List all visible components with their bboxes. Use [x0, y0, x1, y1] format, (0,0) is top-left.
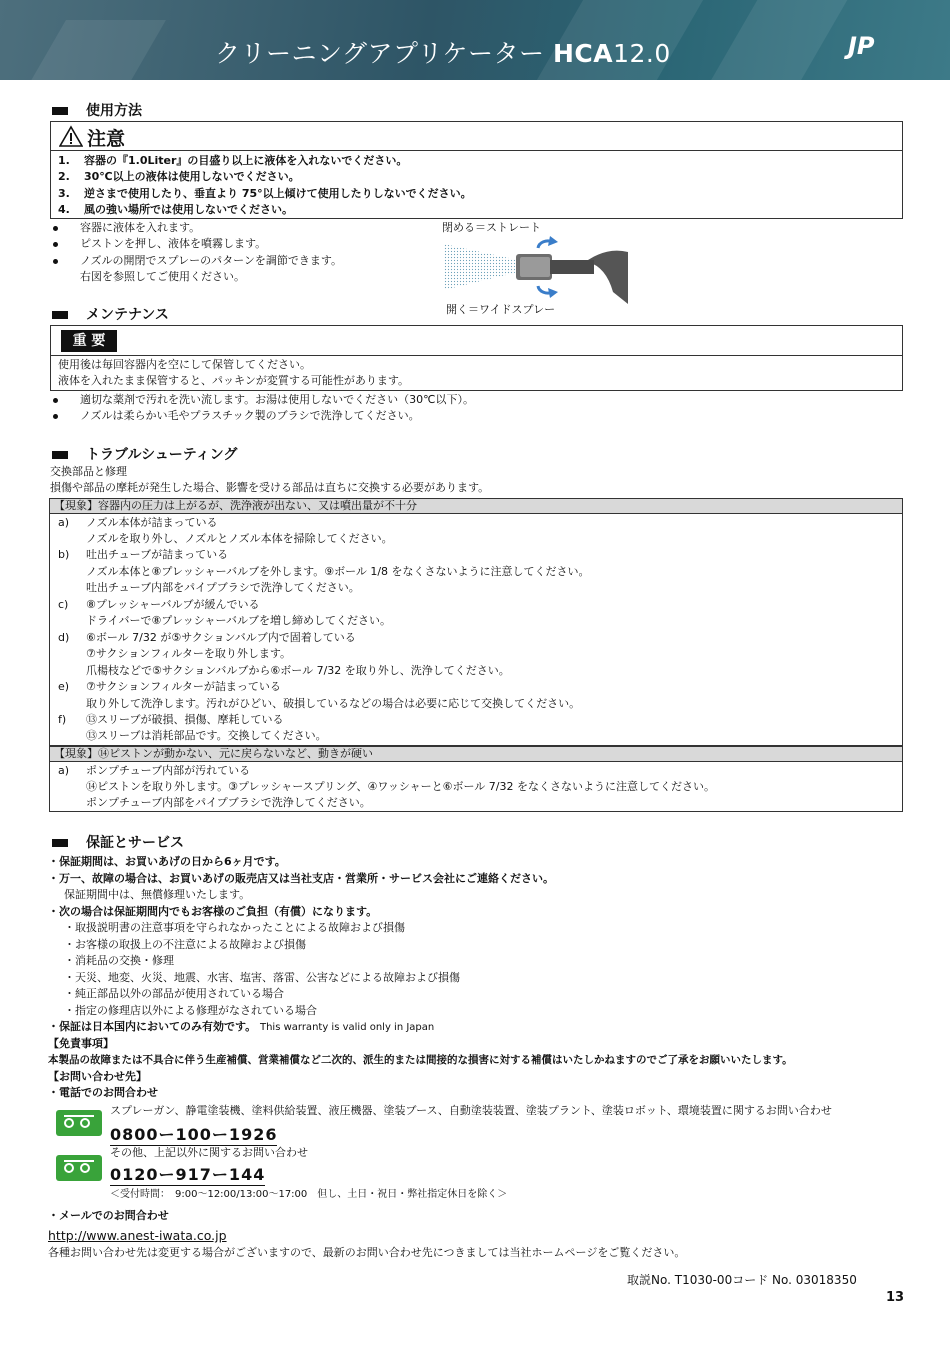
warranty-line: ・万一、故障の場合は、お買いあげの販売店又は当社支店・営業所・サービス会社にご連絡ください。 [48, 872, 554, 885]
trouble-intro: 交換部品と修理 [50, 465, 127, 478]
banner-facet [14, 20, 166, 80]
usage-step: ピストンを押し、液体を噴霧します。 [80, 237, 267, 250]
exclusion-item: ・天災、地変、火災、地震、水害、塩害、落雷、公害などによる故障および損傷 [64, 971, 460, 984]
maintenance-bullet: 適切な薬剤で汚れを洗い流します。お湯は使用しないでください（30℃以下）。 [80, 393, 474, 406]
exclusion-item: ・純正部品以外の部品が使用されている場合 [64, 987, 284, 1000]
item-remedy: ポンプチューブ内部をパイプブラシで洗浄してください。 [86, 796, 371, 809]
warranty-line: ・保証期間は、お買いあげの日から6ヶ月です。 [48, 855, 286, 868]
item-remedy: 爪楊枝などで⑤サクションバルブから⑥ボール 7/32 を取り外し、洗浄してください。 [86, 664, 510, 677]
title-jp: クリーニングアプリケーター [215, 39, 545, 68]
item-cause: ノズル本体が詰まっている [86, 516, 218, 529]
trouble-heading: トラブルシューティング [52, 444, 237, 464]
header-banner [0, 0, 950, 80]
usage-step: 容器に液体を入れます。 [80, 221, 201, 234]
domestic-line: ・保証は日本国内においてのみ有効です。 This warranty is valid only in Japan [48, 1020, 435, 1033]
important-line: 液体を入れたまま保管すると、パッキンが変質する可能性があります。 [58, 374, 410, 387]
exclusion-item: ・指定の修理店以外による修理がなされている場合 [64, 1004, 317, 1017]
item-label: e) [58, 680, 70, 693]
phenomenon-header: 【現象】⑭ピストンが動かない、元に戻らないなど、動きが硬い [49, 746, 903, 762]
page-number: 13 [886, 1290, 905, 1305]
item-label: c) [58, 598, 69, 611]
item-remedy: ⑭ピストンを取り外します。③プレッシャースプリング、④ワッシャーと⑥ボール 7/32 をなくさないように注意してください。 [86, 780, 715, 793]
bullet-icon [53, 242, 58, 247]
mail-head: ・メールでのお問合わせ [48, 1209, 169, 1222]
exclusion-item: ・お客様の取扱上の不注意による故障および損傷 [64, 938, 306, 951]
exclusion-item: ・消耗品の交換・修理 [64, 954, 174, 967]
phone2-number[interactable]: 0120ー917ー144 [110, 1162, 265, 1186]
item-remedy: ノズルを取り外し、ノズルとノズル本体を掃除してください。 [86, 532, 393, 545]
important-line: 使用後は毎回容器内を空にして保管してください。 [58, 358, 311, 371]
item-cause: 吐出チューブが詰まっている [86, 548, 229, 561]
item-cause: ⑦サクションフィルターが詰まっている [86, 680, 281, 693]
caution-item: 容器の『1.0Liter』の目盛り以上に液体を入れないでください。 [84, 154, 408, 167]
office-hours: ＜受付時間： 9:00〜12:00/13:00〜17:00 但し、土日・祝日・弊社指定休日を除く＞ [110, 1189, 508, 1200]
item-label: a) [58, 516, 70, 529]
freedial-icon [56, 1155, 102, 1181]
important-title-box [50, 325, 903, 356]
bullet-icon [53, 398, 58, 403]
caution-title: 注意 [87, 128, 126, 150]
maintenance-bullet: ノズルは柔らかい毛やプラスチック製のブラシで洗浄してください。 [80, 409, 420, 422]
title-version: 12.0 [613, 39, 671, 68]
nozzle-illustration [438, 232, 628, 304]
nozzle-close-label: 閉める＝ストレート [442, 221, 541, 234]
bullet-icon [53, 226, 58, 231]
item-label: d) [58, 631, 70, 644]
caution-num: 2. [58, 170, 70, 183]
contact-head: 【お問い合わせ先】 [48, 1070, 147, 1083]
warning-icon [59, 125, 83, 147]
page-title [215, 34, 671, 70]
freedial-icon [56, 1110, 102, 1136]
phone1-desc: スプレーガン、静電塗装機、塗料供給装置、液圧機器、塗装ブース、自動塗装装置、塗装プラント、塗装ロボット、環境装置に関するお問い合わせ [110, 1104, 832, 1117]
item-cause: ポンプチューブ内部が汚れている [86, 764, 251, 777]
item-label: f) [58, 713, 67, 726]
disclaimer-text: 本製品の故障または不具合に伴う生産補償、営業補償など二次的、派生的または間接的な損害に対する補償はいたしかねますのでご了承をお願いいたします。 [48, 1054, 793, 1066]
item-label: a) [58, 764, 70, 777]
exclusion-item: ・取扱説明書の注意事項を守られなかったことによる故障および損傷 [64, 921, 405, 934]
item-remedy: 取り外して洗浄します。汚れがひどい、破損しているなどの場合は必要に応じて交換してください。 [86, 697, 581, 710]
phone-head: ・電話でのお問合わせ [48, 1086, 158, 1099]
document-code: 取説No. T1030-00コード No. 03018350 [627, 1273, 857, 1287]
caution-title-box [50, 121, 903, 151]
language-label: JP [848, 32, 875, 60]
item-remedy: 吐出チューブ内部をパイプブラシで洗浄してください。 [86, 581, 360, 594]
bullet-icon [53, 414, 58, 419]
website-link[interactable]: http://www.anest-iwata.co.jp [48, 1228, 227, 1243]
item-cause: ⑬スリーブが破損、損傷、摩耗している [86, 713, 284, 726]
contact-note: 各種お問い合わせ先は変更する場合がございますので、最新のお問い合わせ先につきましては当社ホームページをご覧ください。 [48, 1246, 686, 1259]
usage-step: ノズルの開閉でスプレーのパターンを調節できます。 [80, 254, 343, 267]
caution-num: 4. [58, 203, 70, 216]
domestic-en: This warranty is valid only in Japan [259, 1022, 435, 1033]
warranty-line: ・次の場合は保証期間内でもお客様のご負担（有償）になります。 [48, 905, 378, 918]
phone2-desc: その他、上記以外に関するお問い合わせ [110, 1146, 308, 1159]
item-remedy: ⑦サクションフィルターを取り外します。 [86, 647, 291, 660]
warranty-line: 保証期間中は、無償修理いたします。 [64, 888, 251, 901]
warranty-heading: 保証とサービス [52, 832, 184, 852]
phenomenon-header: 【現象】容器内の圧力は上がるが、洗浄液が出ない、又は噴出量が不十分 [49, 498, 903, 514]
phone1-number[interactable]: 0800ー100ー1926 [110, 1122, 277, 1146]
banner-facet [700, 0, 871, 80]
item-cause: ⑥ボール 7/32 が⑤サクションバルブ内で固着している [86, 631, 356, 644]
caution-item: 30℃以上の液体は使用しないでください。 [84, 170, 300, 183]
nozzle-open-label: 開く＝ワイドスプレー [446, 303, 556, 316]
title-model: HCA [552, 39, 614, 68]
item-remedy: ⑬スリーブは消耗部品です。交換してください。 [86, 729, 327, 742]
maintenance-heading: メンテナンス [52, 304, 169, 324]
item-label: b) [58, 548, 70, 561]
caution-item: 逆さまで使用したり、垂直より 75°以上傾けて使用したりしないでください。 [84, 187, 472, 200]
disclaimer-head: 【免責事項】 [48, 1037, 114, 1050]
trouble-intro: 損傷や部品の摩耗が発生した場合、影響を受ける部品は直ちに交換する必要があります。 [50, 481, 490, 494]
bullet-icon [53, 259, 58, 264]
item-remedy: ドライバーで⑧プレッシャーバルブを増し締めしてください。 [86, 614, 391, 627]
item-cause: ⑧プレッシャーバルブが緩んでいる [86, 598, 260, 611]
caution-num: 1. [58, 154, 70, 167]
important-badge: 重 要 [61, 330, 117, 352]
caution-num: 3. [58, 187, 70, 200]
usage-heading: 使用方法 [52, 100, 142, 120]
usage-note: 右図を参照してご使用ください。 [80, 270, 245, 283]
caution-item: 風の強い場所では使用しないでください。 [84, 203, 293, 216]
item-remedy: ノズル本体と⑧プレッシャーバルブを外します。⑨ボール 1/8 をなくさないように注意してください。 [86, 565, 590, 578]
